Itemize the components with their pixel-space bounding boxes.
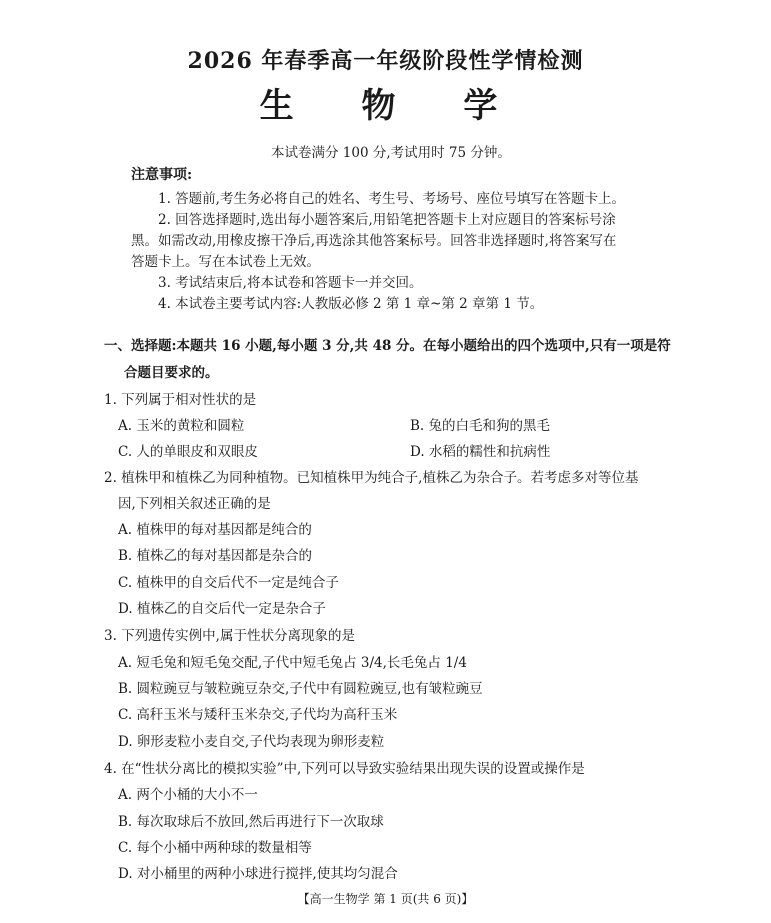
subject-title: 生 物 学 [259, 86, 526, 126]
question-1-option-d: D. 水稻的糯性和抗病性 [410, 444, 551, 460]
question-4-option-a: A. 两个小桶的大小不一 [118, 787, 258, 803]
notice-line: 1. 答题前,考生务必将自己的姓名、考生号、考场号、座位号填写在答题卡上。 [158, 191, 625, 207]
question-3-option-b: B. 圆粒豌豆与皱粒豌豆杂交,子代中有圆粒豌豆,也有皱粒豌豆 [118, 681, 483, 697]
question-2-option-a: A. 植株甲的每对基因都是纯合的 [118, 522, 312, 538]
notice-line: 3. 考试结束后,将本试卷和答题卡一并交回。 [158, 275, 423, 291]
question-2-option-c: C. 植株甲的自交后代不一定是纯合子 [118, 575, 339, 591]
notice-heading: 注意事项: [131, 167, 193, 183]
question-1-option-a: A. 玉米的黄粒和圆粒 [118, 418, 245, 434]
exam-title: 2026 年春季高一年级阶段性学情检测 [187, 48, 584, 74]
page-footer: 【高一生物学 第 1 页(共 6 页)】 [297, 892, 474, 906]
notice-line: 2. 回答选择题时,选出每小题答案后,用铅笔把答题卡上对应题目的答案标号涂 [158, 212, 616, 228]
question-4-stem: 4. 在“性状分离比的模拟实验”中,下列可以导致实验结果出现失误的设置或操作是 [104, 761, 585, 777]
question-4-option-b: B. 每次取球后不放回,然后再进行下一次取球 [118, 814, 384, 830]
question-2-option-d: D. 植株乙的自交后代一定是杂合子 [118, 601, 326, 617]
question-4-option-c: C. 每个小桶中两种球的数量相等 [118, 840, 312, 856]
question-1-option-b: B. 兔的白毛和狗的黑毛 [410, 418, 551, 434]
question-3-option-d: D. 卵形麦粒小麦自交,子代均表现为卵形麦粒 [118, 734, 385, 750]
question-1-stem: 1. 下列属于相对性状的是 [104, 392, 257, 408]
notice-line: 4. 本试卷主要考试内容:人教版必修 2 第 1 章~第 2 章第 1 节。 [158, 296, 544, 312]
exam-info: 本试卷满分 100 分,考试用时 75 分钟。 [271, 145, 511, 161]
question-3-option-c: C. 高秆玉米与矮秆玉米杂交,子代均为高秆玉米 [118, 707, 398, 723]
question-2-option-b: B. 植株乙的每对基因都是杂合的 [118, 548, 313, 564]
question-3-stem: 3. 下列遗传实例中,属于性状分离现象的是 [104, 628, 355, 644]
question-4-option-d: D. 对小桶里的两种小球进行搅拌,使其均匀混合 [118, 866, 398, 882]
notice-line: 答题卡上。写在本试卷上无效。 [131, 254, 320, 270]
question-2-stem: 2. 植株甲和植株乙为同种植物。已知植株甲为纯合子,植株乙为杂合子。若考虑多对等位基 [104, 470, 639, 486]
question-1-option-c: C. 人的单眼皮和双眼皮 [118, 444, 258, 460]
section-heading: 一、选择题:本题共 16 小题,每小题 3 分,共 48 分。在每小题给出的四个选项中,只有一项是符 [104, 338, 671, 354]
question-3-option-a: A. 短毛兔和短毛兔交配,子代中短毛兔占 3/4,长毛兔占 1/4 [118, 655, 467, 671]
section-heading-cont: 合题目要求的。 [124, 365, 219, 381]
question-2-stem-cont: 因,下列相关叙述正确的是 [118, 496, 271, 512]
notice-line: 黑。如需改动,用橡皮擦干净后,再选涂其他答案标号。回答非选择题时,将答案写在 [131, 233, 617, 249]
